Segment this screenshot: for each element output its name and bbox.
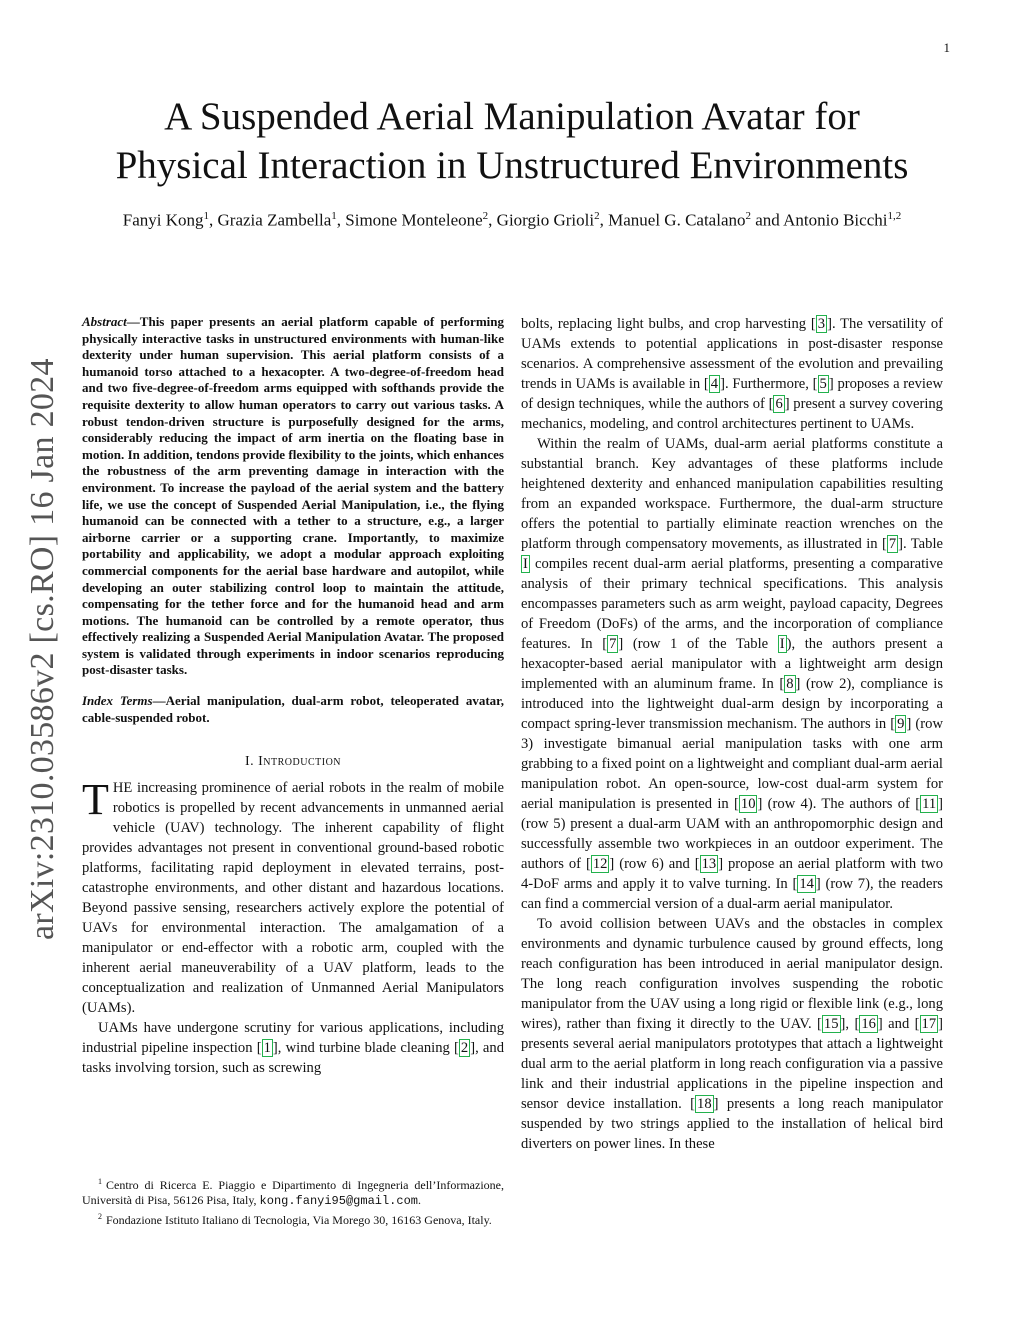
body-text: (row 4). The authors of bbox=[762, 796, 916, 812]
body-text: compiles recent dual-arm aerial platforms, presenting a comparative analysis of their primary technical specifications. This analysis encompasses parameters such as arm weight, payload capacity, Degrees of Freedom (DoFs) of the arms, and the incorporation of compliance features. In bbox=[521, 556, 943, 652]
body-text: present a survey covering mechanics, modeling, and control architectures pertinent to UAMs. bbox=[521, 396, 943, 432]
body-text: . Furthermore, bbox=[724, 376, 813, 392]
citation-link[interactable]: 8 bbox=[786, 676, 794, 692]
author-affiliation: 1 bbox=[203, 210, 210, 222]
author-name: Antonio Bicchi bbox=[783, 210, 888, 230]
citation-link[interactable]: 15 bbox=[823, 1016, 839, 1032]
body-text: To avoid collision between UAVs and the obstacles in complex environments and dynamic turbulence caused by ground effects, long reach configuration has been introduced in aerial manipulator design. The long reach configuration involves suspending the robotic manipulator from the UAV using a long rigid or flexible link (e.g., long wires), rather than fixing it directly to the UAV. bbox=[521, 916, 943, 1032]
section-heading-introduction: I. Introduction bbox=[244, 754, 342, 770]
body-text: propose an aerial platform with two 4-DoF arms and apply it to valve turning. In bbox=[521, 856, 944, 892]
citation-link[interactable]: 3 bbox=[817, 316, 826, 332]
citation-link[interactable]: 9 bbox=[897, 716, 905, 732]
title-line-1: A Suspended Aerial Manipulation Avatar for bbox=[164, 95, 860, 138]
footnote-text: . bbox=[417, 1193, 421, 1208]
arxiv-identifier: arXiv:2310.03586v2 [cs.RO] 16 Jan 2024 bbox=[24, 358, 61, 940]
body-text: (row 6) and bbox=[614, 856, 695, 872]
citation-link[interactable]: 10 bbox=[740, 796, 756, 812]
citation-link[interactable]: 7 bbox=[888, 536, 897, 552]
citation-link[interactable]: 6 bbox=[775, 396, 783, 412]
table-reference-link[interactable]: I bbox=[779, 636, 785, 652]
index-terms-body: —Aerial manipulation, dual-arm robot, teleoperated avatar, cable-suspended robot. bbox=[82, 693, 504, 725]
body-paragraph-3: To avoid collision between UAVs and the obstacles in complex environments and dynamic turbulence caused by ground effects, long reach configuration has been introduced in aerial manipulator design. The long reach configuration involves suspending the robotic manipulator from the UAV using a long rigid or flexible link (e.g., long wires), rather than fixing it directly to the UAV. [ 15 ], [ 16 ] and [ 17 ] presents several aerial manipulators prototypes that attach a lightweight dual arm to the aerial platform in long reach configuration via a passive link and their industrial applications in the pipeline inspection and sensor device installation. [ 18 ] presents a long reach manipulator suspended by two strings applied to the installation of helical bird diverters on power lines. In these bbox=[521, 916, 943, 1152]
citation-link[interactable]: 12 bbox=[592, 856, 608, 872]
author-name: Manuel G. Catalano bbox=[608, 210, 746, 230]
index-terms bbox=[82, 693, 504, 726]
body-text: Within the realm of UAMs, dual-arm aerial platforms constitute a substantial branch. Key advantages of these platforms include heightened dexterity and enhanced manipulation capabilities resulting from an expanded workspace. Furthermore, the dual-arm structure offers the potential to partially eliminate reaction wrenches on the platform through compensatory movements, as illustrated in bbox=[521, 436, 943, 552]
author-email[interactable]: kong.fanyi95@gmail.com bbox=[259, 1194, 418, 1209]
citation-link[interactable]: 11 bbox=[922, 796, 937, 812]
intro-text: UAMs have undergone scrutiny for various applications, including industrial pipeline inspection bbox=[82, 1020, 504, 1057]
body-text: presents several aerial manipulators prototypes that attach a lightweight dual arm to the aerial platform in long reach configuration via a passive link and their industrial applications in the pipeline inspection and sensor device installation. bbox=[521, 1036, 943, 1112]
footnote-text: Centro di Ricerca E. Piaggio e Dipartimento di Ingegneria dell’Informazione, Università di Pisa, 56126 Pisa, Italy, bbox=[82, 1178, 504, 1208]
footnote-number: 2 bbox=[98, 1212, 102, 1222]
author-affiliation: 2 bbox=[482, 210, 489, 222]
table-reference-link[interactable]: I bbox=[523, 556, 528, 572]
abstract-body: —This paper presents an aerial platform capable of performing physically interactive tasks in unstructured environments with human-like dexterity under human supervision. This aerial platform consists of a humanoid torso attached to a hexacopter. A two-degree-of-freedom head and two five-degree-of-freedom arms equipped with softhands provide the requisite dexterity to allow human operators to carry out various tasks. A robust tendon-driven structure is purposefully designed for the arms, considerably reducing the impact of arm inertia on the floating base in motion. In addition, tendons provide flexibility to the joints, which enhances the robustness of the arm preventing damage in interaction with the environment. To increase the payload of the aerial system and the battery life, we use the concept of Suspended Aerial Manipulation, i.e., the flying humanoid can be connected with a tether to a structure, e.g., a larger airborne carrier or a supporting crane. Importantly, to maximize portability and applicability, we adopt a modular approach exploiting commercial components for the aerial base hardware and autopilot, while developing an outer stabilizing control loop to maintain the attitude, compensating for the tether force and for the humanoid head and arm motions. The humanoid can be controlled by a remote operator, thus effectively realizing a Suspended Aerial Manipulation Avatar. The proposed system is validated through experiments in indoor scenarios reproducing post-disaster tasks. bbox=[82, 314, 504, 678]
body-text: (row 5) present a dual-arm UAM with an anthropomorphic design and successfully assemble two workpieces in an outdoor experiment. The authors of bbox=[521, 816, 943, 872]
title-line-2: Physical Interaction in Unstructured Environments bbox=[115, 144, 909, 187]
body-text: . Table bbox=[903, 536, 943, 552]
right-column bbox=[521, 314, 943, 1154]
citation-link[interactable]: 14 bbox=[799, 876, 814, 892]
index-terms-label: Index Terms bbox=[82, 693, 153, 709]
citation-link[interactable]: 2 bbox=[460, 1040, 469, 1057]
footnote-2 bbox=[82, 1209, 504, 1228]
body-text: bolts, replacing light bulbs, and crop harvesting bbox=[521, 316, 811, 332]
body-text: proposes a review of design techniques, while the authors of bbox=[521, 376, 943, 412]
citation-link[interactable]: 17 bbox=[921, 1016, 937, 1032]
page-number: 1 bbox=[943, 40, 950, 55]
footnote-1 bbox=[82, 1174, 504, 1209]
intro-text: , wind turbine blade cleaning bbox=[277, 1040, 455, 1057]
intro-first-word: HE bbox=[112, 780, 133, 797]
abstract-label: Abstract bbox=[82, 314, 127, 329]
citation-link[interactable]: 5 bbox=[819, 376, 827, 392]
body-text: (row 7), the readers can find a commercial version of a dual-arm aerial manipulator. bbox=[521, 876, 943, 912]
body-text: (row 1 of the Table bbox=[623, 636, 778, 652]
citation-link[interactable]: 13 bbox=[701, 856, 717, 872]
author-affiliation: 1 bbox=[331, 210, 337, 222]
author-name: Giorgio Grioli bbox=[496, 210, 595, 230]
body-paragraph-2: Within the realm of UAMs, dual-arm aerial platforms constitute a substantial branch. Key advantages of these platforms include heightened dexterity and enhanced manipulation capabilities resulting from an expanded workspace. Furthermore, the dual-arm structure offers the potential to partially eliminate reaction wrenches on the platform through compensatory movements, as illustrated in [ 7 ]. Table I compiles recent dual-arm aerial platforms, presenting a comparative analysis of their primary technical specifications. This analysis encompasses parameters such as arm weight, payload capacity, Degrees of Freedom (DoFs) of the arms, and the incorporation of compliance features. In [ 7 ] (row 1 of the Table I ), the authors present a hexacopter-based aerial manipulator with a lightweight arm design implemented with an aluminum frame. In [ 8 ] (row 2), compliance is introduced into the lightweight dual-arm design by incorporating a compact spring-lever transmission mechanism. The authors in [ 9 ] (row 3) investigate bimanual aerial manipulation tasks with one arm grabbing to a fixed point on a lightweight and compliant dual-arm aerial manipulation robot. An open-source, low-cost dual-arm system for aerial manipulation is presented in [ 10 ] (row 4). The authors of [ 11 ] (row 5) present a dual-arm UAM with an anthropomorphic design and successfully assemble two workpieces in an outdoor experiment. The authors of [ 12 ] (row 6) and [ 13 ] propose an aerial platform with two 4-DoF arms and apply it to valve turning. In [ 14 ] (row 7), the readers can find a commercial version of a dual-arm aerial manipulator. bbox=[521, 436, 944, 912]
paper-title bbox=[60, 92, 964, 190]
intro-paragraph-1 bbox=[82, 775, 504, 1018]
body-text: presents a long reach manipulator suspended by two strings applied to the installation of helical bird diverters on power lines. In these bbox=[521, 1096, 943, 1152]
author-affiliation: 2 bbox=[594, 210, 600, 222]
body-paragraph-1: bolts, replacing light bulbs, and crop harvesting [ 3 ]. The versatility of UAMs extends to potential applications in post-disaster response scenarios. A comprehensive assessment of the evolution and prevailing trends in UAMs is available in [ 4 ]. Furthermore, [ 5 ] proposes a review of design techniques, while the authors of [ 6 ] present a survey covering mechanics, modeling, and control architectures pertinent to UAMs. bbox=[521, 316, 943, 432]
citation-link[interactable]: 18 bbox=[697, 1096, 712, 1112]
abstract bbox=[82, 314, 504, 679]
body-text: (row 3) investigate bimanual aerial manipulation tasks with one arm grabbing to a fixed point on a lightweight and compliant dual-arm aerial manipulation robot. An open-source, low-cost dual-arm system for aerial manipulation is presented in bbox=[521, 716, 943, 812]
citation-link[interactable]: 7 bbox=[609, 636, 617, 652]
left-column bbox=[82, 314, 504, 1078]
intro-paragraph-2: UAMs have undergone scrutiny for various applications, including industrial pipeline inspection [ 1 ], wind turbine blade cleaning [ 2 ], and tasks involving torsion, such as screwing bbox=[82, 1020, 504, 1077]
intro-text: increasing prominence of aerial robots in the realm of mobile robotics is propelled by recent advancements in unmanned aerial vehicle (UAV) technology. The inherent capability of flight provides advantages not present in conventional ground-based robotic platforms, facilitating rapid deployment in elevated terrains, post-catastrophe environments, and other distant and hazardous locations. Beyond passive sensing, researchers actively explore the potential of UAVs for environmental interaction. The amalgamation of a manipulator or end-effector with a robotic arm, coupled with the inherent aerial maneuverability of a UAV platform, leads to the conceptualization and realization of Unmanned Aerial Manipulators (UAMs). bbox=[82, 780, 504, 1017]
author-affiliation: 1,2 bbox=[887, 210, 902, 222]
author-list: Fanyi Kong$^1$, Grazia Zambella$^1$, Simone Monteleone$^2$, Giorgio Grioli$^2$, Manuel G. Catalano$^2$ and Antonio Bicchi$^{1,2}$ bbox=[122, 210, 902, 230]
body-text: ), the authors present a hexacopter-based aerial manipulator with a lightweight arm design implemented with an aluminum frame. In bbox=[521, 636, 943, 692]
footnote-number: 1 bbox=[98, 1177, 102, 1186]
author-name: Simone Monteleone bbox=[345, 210, 483, 230]
author-name: Fanyi Kong bbox=[122, 210, 204, 230]
citation-link[interactable]: 4 bbox=[710, 376, 719, 392]
drop-cap: T bbox=[82, 775, 109, 825]
body-text: (row 2), compliance is introduced into the lightweight dual-arm design by incorporating a compact spring-lever transmission mechanism. The authors in bbox=[521, 676, 943, 732]
citation-link[interactable]: 1 bbox=[263, 1040, 271, 1057]
footnote-text: Fondazione Istituto Italiano di Tecnologia, Via Morego 30, 16163 Genova, Italy. bbox=[106, 1213, 492, 1228]
author-name: Grazia Zambella bbox=[217, 210, 332, 230]
intro-text: , and tasks involving torsion, such as screwing bbox=[82, 1040, 504, 1077]
body-text: . The versatility of UAMs extends to potential applications in post-disaster response scenarios. A comprehensive assessment of the evolution and prevailing trends in UAMs is available in bbox=[521, 316, 943, 392]
author-affiliation: 2 bbox=[745, 210, 751, 222]
body-text: and bbox=[882, 1016, 915, 1032]
body-text: , bbox=[845, 1016, 855, 1032]
footnotes bbox=[82, 1174, 504, 1229]
citation-link[interactable]: 16 bbox=[861, 1016, 876, 1032]
